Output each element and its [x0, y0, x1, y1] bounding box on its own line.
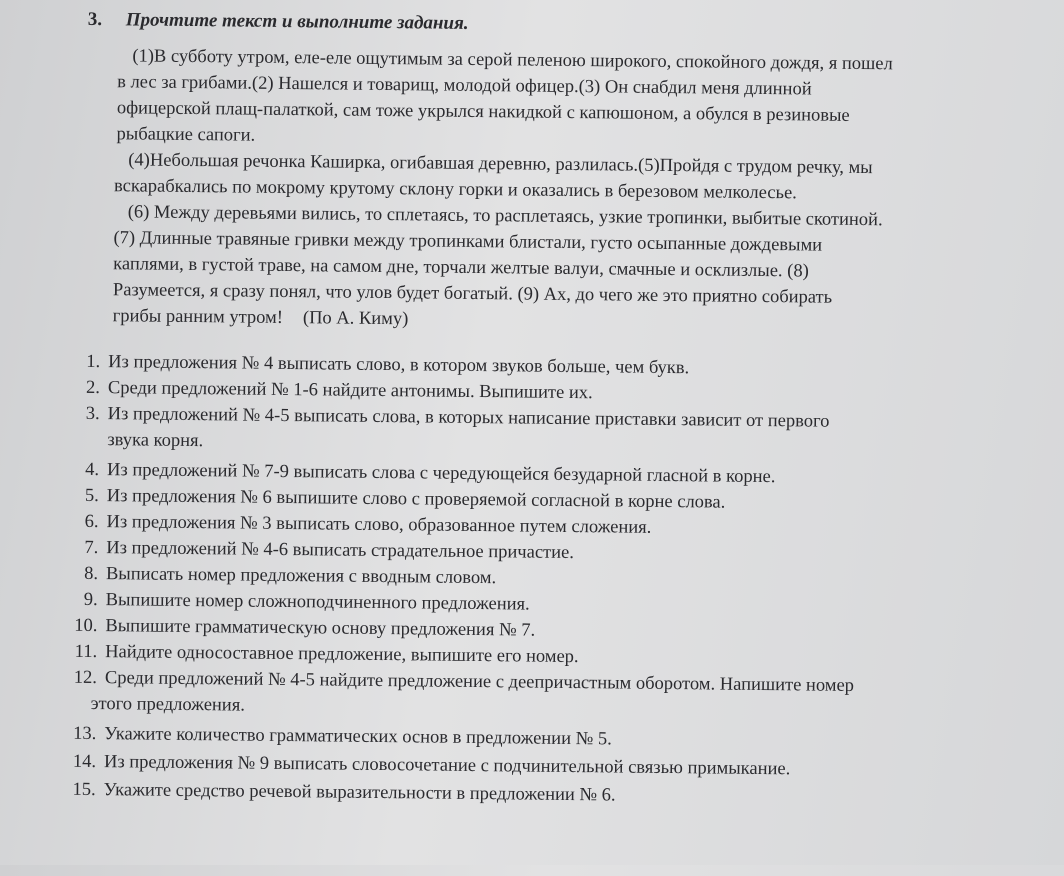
text-line: (6) Между деревьями вились, то сплетаясь, то расплетаясь, узкие тропинки, выбитые скотиной. — [127, 202, 883, 231]
question-item: 13. Укажите количество грамматических основ в предложении № 5. — [73, 723, 612, 750]
question-item: 15. Укажите средство речевой выразительности в предложении № 6. — [72, 779, 616, 806]
question-continuation: звука корня. — [107, 430, 204, 452]
question-item: 10. Выпишите грамматическую основу предложения № 7. — [74, 615, 536, 641]
text-line-end: грибы ранним утром! — [112, 306, 284, 328]
question-item: 2. Среди предложений № 1-6 найдите антонимы. Выпишите их. — [85, 377, 593, 404]
question-item: 12. Среди предложений № 4-5 найдите предложение с деепричастным оборотом. Напишите номер — [73, 667, 855, 696]
text-line: (4)Небольшая речонка Каширка, огибавшая деревню, разлилась.(5)Пройдя с трудом речку, мы — [128, 150, 873, 179]
question-item: 7. Из предложений № 4-6 выписать страдательное причастие. — [84, 537, 575, 564]
question-item: 9. Выпишите номер сложноподчиненного предложения. — [83, 589, 530, 615]
text-line: Разумеется, я сразу понял, что улов будет богатый. (9) Ах, до чего же это приятно собирать — [112, 280, 833, 308]
task-number: 3. — [87, 8, 103, 31]
text-line: офицерской плащ-палаткой, сам тоже укрылся накидкой с капюшоном, а обулся в резиновые — [116, 98, 850, 126]
text-line: (7) Длинные травяные гривки между тропинками блистали, густо осыпанные дождевыми — [113, 228, 823, 256]
question-item: 3. Из предложений № 4-5 выписать слова, в которых написание приставки зависит от первого — [85, 403, 830, 432]
author-attribution: (По А. Киму) — [302, 308, 409, 330]
text-line — [113, 303, 409, 332]
question-item: 14. Из предложения № 9 выписать словосочетание с подчинительной связью примыкание. — [72, 751, 791, 780]
task-heading — [88, 9, 469, 35]
question-item: 11. Найдите односоставное предложение, выпишите его номер. — [74, 641, 579, 668]
question-item: 4. Из предложений № 7-9 выписать слова с чередующейся безударной гласной в корне. — [85, 459, 776, 488]
question-item: 6. Из предложения № 3 выписать слово, образованное путем сложения. — [84, 511, 652, 538]
question-continuation: этого предложения. — [90, 693, 246, 716]
text-line: (1)В субботу утром, еле-еле ощутимым за серой пеленою широкого, спокойного дождя, я пошел — [132, 46, 893, 75]
task-title: Прочтите текст и выполните задания. — [125, 9, 469, 34]
text-line: вскарабкались по мокрому крутому склону горки и оказались в березовом мелколесье. — [113, 176, 797, 204]
question-item: 5. Из предложения № 6 выпишите слово с проверяемой согласной в корне слова. — [84, 485, 726, 513]
text-line: в лес за грибами.(2) Нашелся и товарищ, молодой офицер.(3) Он снабдил меня длинной — [117, 72, 812, 100]
text-line: рыбацкие сапоги. — [116, 124, 256, 146]
question-item: 8. Выписать номер предложения с вводным словом. — [84, 563, 497, 589]
question-item: 1. Из предложения № 4 выписать слово, в котором звуков больше, чем букв. — [86, 351, 690, 379]
text-line: каплями, в густой траве, на самом дне, торчали желтые валуи, смачные и осклизлые. (8) — [113, 254, 809, 282]
